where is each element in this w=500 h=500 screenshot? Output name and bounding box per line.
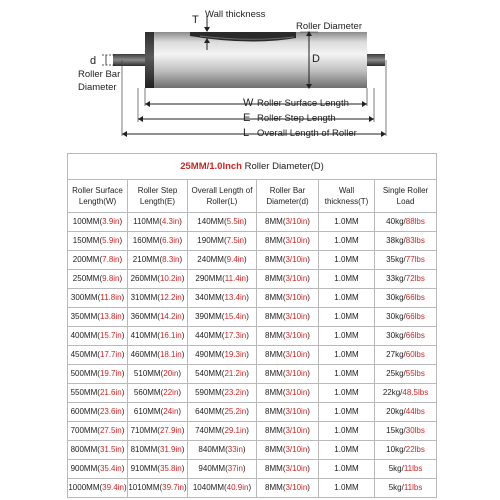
cell-value-primary: 290MM xyxy=(195,274,223,283)
cell-value-secondary: 16.1in xyxy=(159,331,182,340)
cell-value-primary: 300MM xyxy=(70,293,98,302)
cell-value-primary: 10kg/ xyxy=(386,445,406,454)
cell-value-secondary: 37in xyxy=(227,464,243,473)
cell-value-primary: 340MM xyxy=(195,293,222,302)
cell-step-length: 810MM(31.9in) xyxy=(128,441,188,460)
cell-bar-diameter: 8MM(3/10in) xyxy=(257,289,319,308)
cell-overall-length: 740MM(29.1in) xyxy=(188,422,257,441)
cell-value-secondary: 31.9in xyxy=(159,445,182,454)
cell-value-secondary: 15.4in xyxy=(224,312,247,321)
cell-step-length: 510MM(20in) xyxy=(128,365,188,384)
cell-value-secondary: 21.6in xyxy=(99,388,122,397)
cell-value-secondary: 25.2in xyxy=(224,407,247,416)
cell-value-secondary: 3/10in xyxy=(285,369,308,378)
cell-value-secondary: 11lbs xyxy=(403,464,423,473)
cell-bar-diameter: 8MM(3/10in) xyxy=(257,270,319,289)
cell-value-primary: 8MM xyxy=(265,388,283,397)
cell-value-primary: 8MM xyxy=(265,255,283,264)
cell-wall-thickness: 1.0MM xyxy=(319,365,375,384)
cell-value-primary: 8MM xyxy=(265,274,283,283)
cell-load xyxy=(375,365,437,384)
l-symbol: L xyxy=(243,127,250,139)
cell-value-secondary: 13.4in xyxy=(224,293,247,302)
cell-wall-thickness: 1.0MM xyxy=(319,441,375,460)
cell-value-secondary: 4.3in xyxy=(161,217,180,226)
cell-value-secondary: 27.9in xyxy=(159,426,182,435)
cell-value-primary: 800MM xyxy=(70,445,98,454)
cell-value-secondary: 39.7in xyxy=(162,483,184,492)
overall-length-label: Overall Length of Roller xyxy=(257,128,357,139)
cell-value-secondary: 10.2in xyxy=(159,274,182,283)
cell-wall-thickness: 1.0MM xyxy=(319,308,375,327)
roller-drawing xyxy=(0,0,500,148)
cell-bar-diameter: 8MM(3/10in) xyxy=(257,422,319,441)
cell-value-secondary: 11.8in xyxy=(100,293,122,302)
cell-value-secondary: 35.8in xyxy=(159,464,182,473)
table-title xyxy=(68,154,437,180)
cell-value-secondary: 5.5in xyxy=(226,217,245,226)
cell-value-primary: 8MM xyxy=(265,312,283,321)
cell-value-primary: 8MM xyxy=(265,464,283,473)
cell-value-secondary: 72lbs xyxy=(405,274,425,283)
cell-value-primary: 740MM xyxy=(195,426,222,435)
cell-overall-length: 190MM(7.5in) xyxy=(188,232,257,251)
cell-load xyxy=(375,270,437,289)
cell-value-primary: 150MM xyxy=(72,236,100,245)
table-row xyxy=(68,460,437,479)
cell-value-primary: 260MM xyxy=(130,274,158,283)
cell-surface-length: 900MM(35.4in) xyxy=(68,460,128,479)
cell-overall-length: 590MM(23.2in) xyxy=(188,384,257,403)
cell-bar-diameter: 8MM(3/10in) xyxy=(257,384,319,403)
cell-value-secondary: 48.5lbs xyxy=(402,388,429,397)
cell-load xyxy=(375,403,437,422)
cell-value-primary: 8MM xyxy=(265,236,283,245)
cell-value-secondary: 17.7in xyxy=(99,350,122,359)
table-header-row xyxy=(68,180,437,213)
cell-value-secondary: 24in xyxy=(163,407,179,416)
cell-value-primary: 610MM xyxy=(133,407,161,416)
cell-step-length: 160MM(6.3in) xyxy=(128,232,188,251)
cell-step-length: 710MM(27.9in) xyxy=(128,422,188,441)
cell-load xyxy=(375,213,437,232)
cell-value-primary: 810MM xyxy=(130,445,158,454)
cell-wall-thickness: 1.0MM xyxy=(319,384,375,403)
cell-value-secondary: 3/10in xyxy=(285,255,308,264)
cell-wall-thickness: 1.0MM xyxy=(319,479,375,498)
cell-value-primary: 38kg/ xyxy=(386,236,406,245)
cell-value-secondary: 83lbs xyxy=(405,236,425,245)
cell-value-primary: 100MM xyxy=(72,217,100,226)
cell-value-primary: 15kg/ xyxy=(386,426,406,435)
cell-value-secondary: 22in xyxy=(163,388,179,397)
cell-value-primary: 240MM xyxy=(197,255,224,264)
cell-value-primary: 22kg/ xyxy=(382,388,403,397)
cell-value-primary: 30kg/ xyxy=(386,293,406,302)
cell-surface-length: 200MM(7.8in) xyxy=(68,251,128,270)
cell-value-primary: 30kg/ xyxy=(386,312,406,321)
table-row xyxy=(68,365,437,384)
cell-value-secondary: 39.4in xyxy=(102,483,124,492)
cell-value-secondary: 9.4in xyxy=(226,255,245,264)
cell-value-primary: 5kg/ xyxy=(388,483,404,492)
cell-value-secondary: 13.8in xyxy=(99,312,122,321)
cell-value-secondary: 3/10in xyxy=(285,464,308,473)
cell-value-primary: 40kg/ xyxy=(386,217,406,226)
cell-bar-diameter: 8MM(3/10in) xyxy=(257,441,319,460)
cell-value-primary: 30kg/ xyxy=(386,331,406,340)
cell-load xyxy=(375,384,437,403)
cell-value-primary: 190MM xyxy=(197,236,224,245)
cell-load xyxy=(375,479,437,498)
cell-bar-diameter: 8MM(3/10in) xyxy=(257,346,319,365)
cell-value-primary: 8MM xyxy=(265,445,283,454)
cell-value-secondary: 6.3in xyxy=(162,236,180,245)
cell-value-primary: 360MM xyxy=(130,312,158,321)
cell-overall-length: 840MM(33in) xyxy=(188,441,257,460)
cell-surface-length: 1000MM(39.4in) xyxy=(68,479,128,498)
cell-value-secondary: 14.2in xyxy=(159,312,182,321)
cell-value-primary: 25kg/ xyxy=(386,369,406,378)
cell-surface-length: 800MM(31.5in) xyxy=(68,441,128,460)
col-header-wall-thickness: Wall thickness(T) xyxy=(319,180,375,213)
cell-bar-diameter: 8MM(3/10in) xyxy=(257,460,319,479)
cell-value-primary: 550MM xyxy=(70,388,98,397)
cell-value-secondary: 20in xyxy=(163,369,179,378)
cell-wall-thickness: 1.0MM xyxy=(319,422,375,441)
cell-step-length: 910MM(35.8in) xyxy=(128,460,188,479)
cell-value-primary: 590MM xyxy=(195,388,222,397)
cell-value-secondary: 15.7in xyxy=(99,331,122,340)
cell-value-secondary: 40.9in xyxy=(226,483,249,492)
cell-surface-length: 450MM(17.7in) xyxy=(68,346,128,365)
cell-value-secondary: 7.8in xyxy=(102,255,120,264)
cell-value-secondary: 5.9in xyxy=(102,236,120,245)
cell-bar-diameter: 8MM(3/10in) xyxy=(257,365,319,384)
cell-step-length: 610MM(24in) xyxy=(128,403,188,422)
cell-bar-diameter: 8MM(3/10in) xyxy=(257,308,319,327)
table-row xyxy=(68,289,437,308)
cell-value-secondary: 3/10in xyxy=(285,274,308,283)
cell-value-primary: 210MM xyxy=(132,255,160,264)
cell-load xyxy=(375,289,437,308)
col-header-load: Single Roller Load xyxy=(375,180,437,213)
cell-overall-length: 1040MM(40.9in) xyxy=(188,479,257,498)
cell-value-secondary: 3/10in xyxy=(285,312,308,321)
cell-load xyxy=(375,251,437,270)
bar-diameter-symbol-d: d xyxy=(90,55,97,67)
table-row xyxy=(68,308,437,327)
cell-value-secondary: 3/10in xyxy=(285,350,308,359)
cell-value-secondary: 55lbs xyxy=(405,369,425,378)
cell-step-length: 110MM(4.3in) xyxy=(128,213,188,232)
cell-value-secondary: 3/10in xyxy=(285,331,308,340)
cell-surface-length: 400MM(15.7in) xyxy=(68,327,128,346)
cell-value-secondary: 18.1in xyxy=(159,350,182,359)
cell-value-primary: 910MM xyxy=(130,464,158,473)
cell-value-primary: 840MM xyxy=(198,445,226,454)
cell-value-primary: 140MM xyxy=(197,217,224,226)
cell-load xyxy=(375,441,437,460)
cell-surface-length: 250MM(9.8in) xyxy=(68,270,128,289)
cell-value-primary: 8MM xyxy=(265,407,283,416)
cell-value-primary: 20kg/ xyxy=(386,407,406,416)
spec-table xyxy=(67,153,437,498)
cell-value-primary: 8MM xyxy=(265,331,283,340)
cell-load xyxy=(375,308,437,327)
col-header-overall-length: Overall Length of Roller(L) xyxy=(188,180,257,213)
cell-wall-thickness: 1.0MM xyxy=(319,232,375,251)
cell-value-primary: 5kg/ xyxy=(388,464,404,473)
cell-value-primary: 460MM xyxy=(130,350,158,359)
cell-surface-length: 350MM(13.8in) xyxy=(68,308,128,327)
cell-value-secondary: 3/10in xyxy=(285,217,308,226)
cell-value-secondary: 88lbs xyxy=(405,217,425,226)
cell-value-secondary: 3/10in xyxy=(285,483,308,492)
cell-value-primary: 490MM xyxy=(195,350,222,359)
cell-bar-diameter: 8MM(3/10in) xyxy=(257,213,319,232)
cell-load xyxy=(375,422,437,441)
cell-value-primary: 110MM xyxy=(133,217,160,226)
cell-overall-length: 340MM(13.4in) xyxy=(188,289,257,308)
table-row xyxy=(68,270,437,289)
col-header-bar-diameter: Roller Bar Diameter(d) xyxy=(257,180,319,213)
cell-value-secondary: 33in xyxy=(227,445,243,454)
cell-value-secondary: 77lbs xyxy=(405,255,425,264)
cell-value-secondary: 11.4in xyxy=(224,274,246,283)
cell-surface-length: 100MM(3.9in) xyxy=(68,213,128,232)
roller-step-length-label: Roller Step Length xyxy=(257,113,336,124)
cell-value-secondary: 3/10in xyxy=(285,407,308,416)
cell-value-secondary: 19.7in xyxy=(99,369,122,378)
cell-value-primary: 35kg/ xyxy=(386,255,406,264)
table-row xyxy=(68,422,437,441)
cell-wall-thickness: 1.0MM xyxy=(319,213,375,232)
cell-wall-thickness: 1.0MM xyxy=(319,327,375,346)
cell-value-primary: 8MM xyxy=(265,426,283,435)
cell-value-primary: 250MM xyxy=(72,274,100,283)
cell-value-secondary: 44lbs xyxy=(405,407,425,416)
table-row xyxy=(68,403,437,422)
table-row xyxy=(68,213,437,232)
table-title-text: Roller Diameter(D) xyxy=(242,160,324,172)
cell-wall-thickness: 1.0MM xyxy=(319,270,375,289)
left-end-cap xyxy=(145,32,154,88)
roller-bar-diameter-label: Diameter xyxy=(78,82,117,93)
cell-value-secondary: 22lbs xyxy=(405,445,425,454)
cell-value-secondary: 23.6in xyxy=(99,407,122,416)
table-row xyxy=(68,346,437,365)
cell-surface-length: 500MM(19.7in) xyxy=(68,365,128,384)
thickness-symbol: T xyxy=(192,14,199,26)
col-header-surface-length: Roller Surface Length(W) xyxy=(68,180,128,213)
cell-value-secondary: 29.1in xyxy=(224,426,247,435)
cell-load xyxy=(375,346,437,365)
cell-overall-length: 940MM(37in) xyxy=(188,460,257,479)
cell-wall-thickness: 1.0MM xyxy=(319,460,375,479)
cell-surface-length: 700MM(27.5in) xyxy=(68,422,128,441)
roller-bar-label: Roller Bar xyxy=(78,69,121,80)
cell-wall-thickness: 1.0MM xyxy=(319,289,375,308)
cell-step-length: 560MM(22in) xyxy=(128,384,188,403)
cell-value-secondary: 21.2in xyxy=(224,369,247,378)
cell-value-primary: 900MM xyxy=(70,464,98,473)
cell-step-length: 1010MM(39.7in) xyxy=(128,479,188,498)
table-row xyxy=(68,479,437,498)
cell-step-length: 210MM(8.3in) xyxy=(128,251,188,270)
cell-value-secondary: 35.4in xyxy=(99,464,122,473)
cell-overall-length: 140MM(5.5in) xyxy=(188,213,257,232)
cell-wall-thickness: 1.0MM xyxy=(319,403,375,422)
cell-value-secondary: 66lbs xyxy=(405,331,425,340)
cell-value-secondary: 3/10in xyxy=(285,388,308,397)
cell-step-length: 460MM(18.1in) xyxy=(128,346,188,365)
col-header-step-length: Roller Step Length(E) xyxy=(128,180,188,213)
cell-value-secondary: 3/10in xyxy=(285,426,308,435)
cell-value-primary: 450MM xyxy=(70,350,98,359)
cell-value-secondary: 11lbs xyxy=(403,483,423,492)
cell-value-secondary: 66lbs xyxy=(405,312,425,321)
cell-overall-length: 540MM(21.2in) xyxy=(188,365,257,384)
cell-value-secondary: 8.3in xyxy=(162,255,180,264)
cell-step-length: 260MM(10.2in) xyxy=(128,270,188,289)
cell-value-secondary: 23.2in xyxy=(224,388,247,397)
cell-bar-diameter: 8MM(3/10in) xyxy=(257,327,319,346)
cell-value-secondary: 66lbs xyxy=(405,293,425,302)
cell-value-primary: 160MM xyxy=(132,236,160,245)
cell-value-secondary: 3/10in xyxy=(285,293,308,302)
cell-value-primary: 560MM xyxy=(133,388,161,397)
cell-value-primary: 33kg/ xyxy=(386,274,406,283)
cell-value-primary: 310MM xyxy=(130,293,158,302)
w-symbol: W xyxy=(243,97,254,109)
cell-value-primary: 8MM xyxy=(265,217,283,226)
cell-value-primary: 710MM xyxy=(130,426,158,435)
cell-value-primary: 390MM xyxy=(195,312,222,321)
cell-value-secondary: 31.5in xyxy=(99,445,122,454)
cell-bar-diameter: 8MM(3/10in) xyxy=(257,251,319,270)
cell-value-secondary: 9.8in xyxy=(102,274,120,283)
cell-value-primary: 1010MM xyxy=(128,483,160,492)
cell-wall-thickness: 1.0MM xyxy=(319,251,375,270)
cell-value-secondary: 3/10in xyxy=(285,236,308,245)
cell-step-length: 410MM(16.1in) xyxy=(128,327,188,346)
cell-value-primary: 410MM xyxy=(130,331,158,340)
table-row xyxy=(68,251,437,270)
cell-step-length: 360MM(14.2in) xyxy=(128,308,188,327)
cell-bar-diameter: 8MM(3/10in) xyxy=(257,479,319,498)
cell-value-secondary: 7.5in xyxy=(226,236,245,245)
diameter-symbol-D: D xyxy=(312,53,320,65)
cell-value-primary: 27kg/ xyxy=(386,350,406,359)
roller-diagram xyxy=(0,0,500,148)
cell-value-primary: 510MM xyxy=(133,369,161,378)
cell-overall-length: 390MM(15.4in) xyxy=(188,308,257,327)
cell-value-secondary: 12.2in xyxy=(159,293,182,302)
cell-bar-diameter: 8MM(3/10in) xyxy=(257,403,319,422)
cell-value-secondary: 3/10in xyxy=(285,445,308,454)
cell-value-secondary: 60lbs xyxy=(405,350,425,359)
cell-value-primary: 540MM xyxy=(195,369,222,378)
cell-overall-length: 240MM(9.4in) xyxy=(188,251,257,270)
cell-surface-length: 300MM(11.8in) xyxy=(68,289,128,308)
cell-value-secondary: 19.3in xyxy=(224,350,247,359)
table-title-row xyxy=(68,154,437,180)
cell-value-primary: 200MM xyxy=(72,255,100,264)
cell-value-secondary: 17.3in xyxy=(224,331,247,340)
wall-thickness-label: Wall thickness xyxy=(205,9,266,20)
cell-value-primary: 640MM xyxy=(195,407,222,416)
table-row xyxy=(68,441,437,460)
cell-surface-length: 550MM(21.6in) xyxy=(68,384,128,403)
cell-value-secondary: 30lbs xyxy=(405,426,425,435)
cell-value-primary: 350MM xyxy=(70,312,98,321)
cell-surface-length: 150MM(5.9in) xyxy=(68,232,128,251)
cell-value-primary: 500MM xyxy=(70,369,98,378)
roller-surface-length-label: Roller Surface Length xyxy=(257,98,349,109)
cell-overall-length: 440MM(17.3in) xyxy=(188,327,257,346)
cell-value-primary: 940MM xyxy=(198,464,226,473)
cell-wall-thickness: 1.0MM xyxy=(319,346,375,365)
cell-value-primary: 8MM xyxy=(265,350,283,359)
cell-load xyxy=(375,232,437,251)
cell-load xyxy=(375,460,437,479)
table-title-size: 25MM/1.0Inch xyxy=(180,160,242,172)
cell-load xyxy=(375,327,437,346)
e-symbol: E xyxy=(243,112,251,124)
cell-value-secondary: 27.5in xyxy=(99,426,122,435)
cell-value-primary: 440MM xyxy=(195,331,222,340)
cell-value-primary: 700MM xyxy=(70,426,98,435)
cell-value-primary: 8MM xyxy=(265,293,283,302)
cell-overall-length: 290MM(11.4in) xyxy=(188,270,257,289)
cell-overall-length: 640MM(25.2in) xyxy=(188,403,257,422)
cell-surface-length: 600MM(23.6in) xyxy=(68,403,128,422)
cell-value-primary: 8MM xyxy=(265,369,283,378)
table-row xyxy=(68,327,437,346)
cell-value-primary: 1000MM xyxy=(68,483,100,492)
table-row xyxy=(68,232,437,251)
cell-overall-length: 490MM(19.3in) xyxy=(188,346,257,365)
cell-value-primary: 1040MM xyxy=(192,483,224,492)
table-row xyxy=(68,384,437,403)
cell-value-primary: 400MM xyxy=(70,331,98,340)
cell-step-length: 310MM(12.2in) xyxy=(128,289,188,308)
cell-bar-diameter: 8MM(3/10in) xyxy=(257,232,319,251)
roller-diameter-label: Roller Diameter xyxy=(296,21,362,32)
cell-value-primary: 600MM xyxy=(70,407,98,416)
cell-value-secondary: 3.9in xyxy=(102,217,120,226)
cell-value-primary: 8MM xyxy=(265,483,283,492)
